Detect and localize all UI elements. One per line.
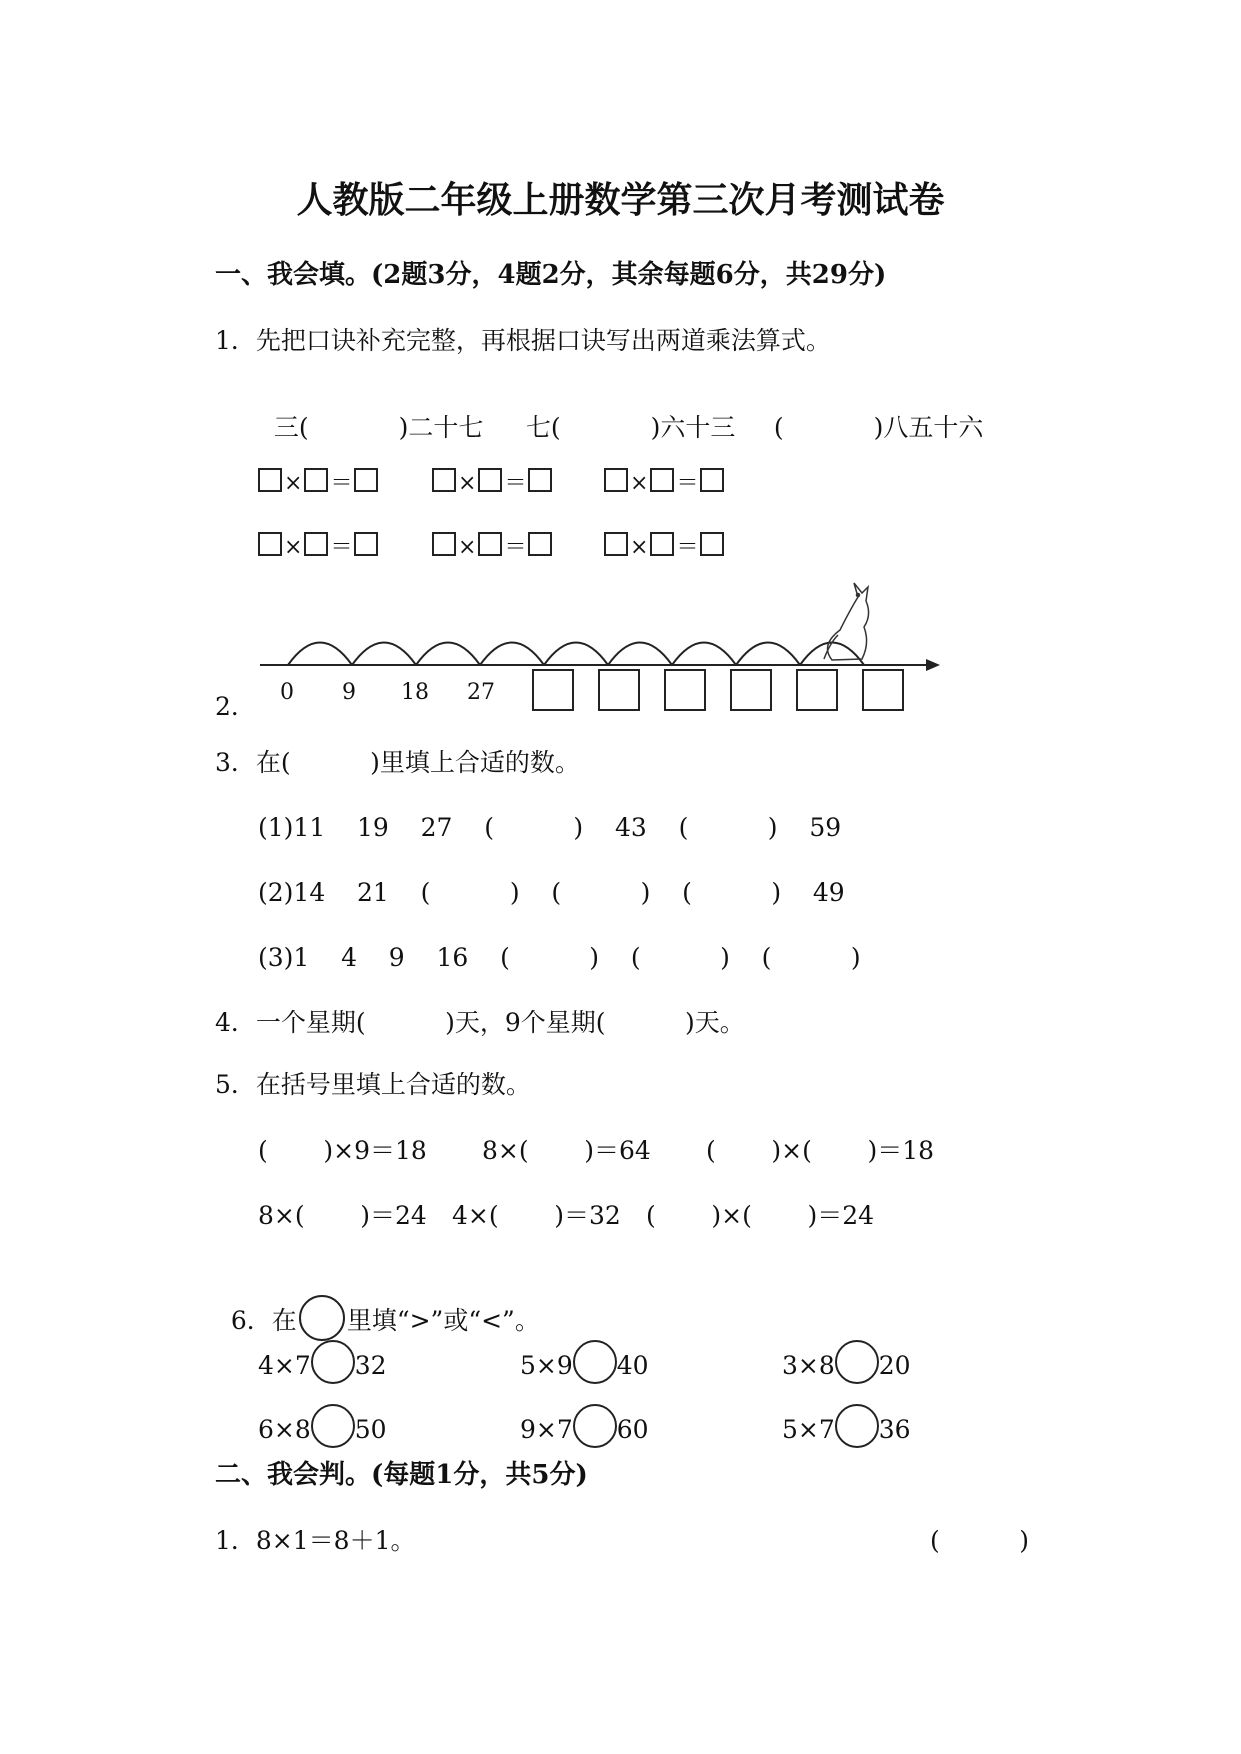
compare-circle[interactable] [835,1340,879,1384]
sequence-row-1[interactable]: (1)11 19 27 ( ) 43 ( ) 59 [258,813,842,842]
times-sign: × [458,535,477,560]
answer-box[interactable] [604,532,628,556]
answer-box[interactable] [528,468,552,492]
equals-sign: ＝ [676,535,699,560]
times-sign: × [630,471,649,496]
answer-box[interactable] [258,468,282,492]
times-sign: × [458,471,477,496]
fill-suffix: )八五十六 [873,413,984,442]
question-3: 3．在( )里填上合适的数。 [215,748,580,777]
times-sign: × [630,535,649,560]
compare-circle[interactable] [311,1340,355,1384]
question-5: 5．在括号里填上合适的数。 [215,1070,531,1099]
judge-question-1: 1．8×1＝8＋1。 [215,1526,416,1555]
judge-answer-blank[interactable]: ( ) [930,1526,1029,1555]
circle-icon [299,1295,345,1341]
answer-box[interactable] [528,532,552,556]
number-line-answer-box[interactable] [862,669,904,711]
equals-sign: ＝ [676,471,699,496]
question-1: 1．先把口诀补充完整，再根据口诀写出两道乘法算式。 [215,326,831,355]
answer-box[interactable] [478,532,502,556]
arrow-head-icon [926,659,940,671]
jump-arcs [288,643,864,666]
compare-left: 5×7 [782,1415,835,1444]
fill-item [510,390,735,440]
question-6-prefix: 6．在 [230,1306,297,1335]
answer-box[interactable] [354,532,378,556]
answer-box[interactable] [700,468,724,492]
answer-box[interactable] [304,468,328,492]
multiplication-blank [604,468,724,495]
fill-prefix: 七( [525,413,561,442]
compare-circle[interactable] [311,1404,355,1448]
number-line-label: 0 [280,680,294,705]
compare-right: 40 [616,1351,649,1380]
compare-item [258,1340,387,1384]
fill-suffix: )六十三 [650,413,736,442]
multiplication-blank [258,468,378,495]
compare-circle[interactable] [573,1404,617,1448]
answer-box[interactable] [258,532,282,556]
equation[interactable]: 8×( )＝24 [258,1201,427,1230]
equation[interactable]: 4×( )＝32 [452,1201,621,1230]
equation[interactable]: ( )×( )＝18 [706,1136,935,1165]
equals-sign: ＝ [504,535,527,560]
answer-box[interactable] [304,532,328,556]
compare-item [258,1404,387,1448]
page-title: 人教版二年级上册数学第三次月考测试卷 [296,179,945,221]
section-1-heading: 一、我会填。(2题3分，4题2分，其余每题6分，共29分) [215,260,887,290]
fill-item [258,390,483,440]
answer-box[interactable] [354,468,378,492]
equation[interactable]: ( )×9＝18 [258,1136,427,1165]
fill-prefix: 三( [273,413,309,442]
question-2-number: 2． [215,692,256,721]
compare-right: 36 [878,1415,911,1444]
answer-box[interactable] [478,468,502,492]
compare-right: 32 [354,1351,387,1380]
times-sign: × [284,471,303,496]
equals-sign: ＝ [330,471,353,496]
answer-box[interactable] [604,468,628,492]
answer-box[interactable] [700,532,724,556]
fill-suffix: )二十七 [398,413,484,442]
number-line-answer-box[interactable] [598,669,640,711]
compare-item [520,1340,649,1384]
number-line-answer-box[interactable] [796,669,838,711]
number-line-label: 18 [401,680,429,705]
answer-box[interactable] [432,468,456,492]
multiplication-blank [432,468,552,495]
question-6 [215,1270,540,1341]
sequence-row-3[interactable]: (3)1 4 9 16 ( ) ( ) ( ) [258,943,861,972]
compare-item [782,1340,911,1384]
multiplication-blank [432,532,552,559]
multiplication-blank [604,532,724,559]
compare-left: 6×8 [258,1415,311,1444]
compare-circle[interactable] [835,1404,879,1448]
compare-item [520,1404,649,1448]
section-2-heading: 二、我会判。(每题1分，共5分) [215,1460,588,1490]
answer-box[interactable] [650,532,674,556]
equals-sign: ＝ [330,535,353,560]
compare-circle[interactable] [573,1340,617,1384]
question-6-suffix: 里填“>”或“<”。 [346,1306,540,1335]
multiplication-blank [258,532,378,559]
equation[interactable]: ( )×( )＝24 [646,1201,875,1230]
number-line-label: 9 [342,680,356,705]
compare-right: 60 [616,1415,649,1444]
times-sign: × [284,535,303,560]
fill-item [758,390,983,440]
compare-right: 50 [354,1415,387,1444]
number-line-answer-box[interactable] [532,669,574,711]
compare-right: 20 [878,1351,911,1380]
compare-left: 3×8 [782,1351,835,1380]
number-line-answer-box[interactable] [664,669,706,711]
number-line-label: 27 [467,680,495,705]
sequence-row-2[interactable]: (2)14 21 ( ) ( ) ( ) 49 [258,878,845,907]
compare-left: 4×7 [258,1351,311,1380]
fill-prefix: ( [773,413,784,442]
equation[interactable]: 8×( )＝64 [482,1136,651,1165]
question-4[interactable]: 4．一个星期( )天，9个星期( )天。 [215,1008,745,1037]
number-line-answer-box[interactable] [730,669,772,711]
compare-item [782,1404,911,1448]
compare-left: 9×7 [520,1415,573,1444]
kangaroo-icon [824,583,869,660]
compare-left: 5×9 [520,1351,573,1380]
answer-box[interactable] [432,532,456,556]
answer-box[interactable] [650,468,674,492]
equals-sign: ＝ [504,471,527,496]
